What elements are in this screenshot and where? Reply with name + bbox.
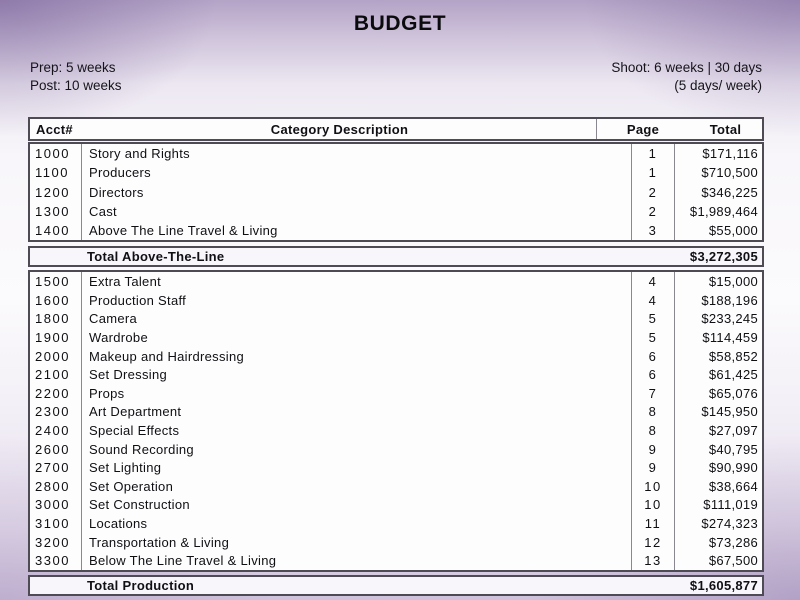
header-acct: Acct# (36, 121, 73, 137)
total-cell: $114,459 (702, 330, 758, 346)
total-cell: $67,500 (708, 553, 758, 569)
total-cell: $58,852 (708, 348, 758, 364)
total-above-the-line-row (28, 246, 764, 267)
acct-cell: 3300 (30, 551, 82, 570)
description-cell: Wardrobe (89, 330, 148, 346)
description-cell: Props (89, 385, 125, 401)
total-cell: $145,950 (701, 404, 758, 420)
total-cell: $171,116 (702, 146, 758, 162)
page-cell: 9 (631, 458, 675, 477)
page-cell: 9 (631, 440, 675, 459)
acct-cell: 2000 (30, 347, 82, 366)
description-cell: Above The Line Travel & Living (89, 223, 278, 239)
schedule-left (30, 59, 122, 94)
total-cell: $55,000 (708, 223, 758, 239)
total-above-the-line-value: $3,272,305 (689, 249, 758, 265)
table-row (30, 310, 762, 329)
acct-cell: 1800 (30, 310, 82, 329)
acct-cell: 1500 (30, 272, 82, 291)
acct-cell: 2300 (30, 403, 82, 422)
description-cell: Producers (89, 165, 151, 181)
shoot-weeks: Shoot: 6 weeks | 30 days (611, 60, 762, 75)
page-cell: 6 (631, 347, 675, 366)
total-production-label: Total Production (87, 577, 195, 593)
page-cell: 2 (631, 202, 675, 221)
page-cell: 11 (631, 514, 675, 533)
total-cell: $710,500 (701, 165, 758, 181)
schedule-info (30, 59, 762, 94)
total-cell: $90,990 (708, 460, 758, 476)
table-row (30, 202, 762, 221)
page-cell: 8 (631, 421, 675, 440)
budget-table (28, 117, 764, 596)
description-cell: Special Effects (89, 423, 180, 439)
table-row (30, 477, 762, 496)
table-row (30, 403, 762, 422)
table-row (30, 551, 762, 570)
description-cell: Locations (89, 516, 148, 531)
page-cell: 6 (631, 365, 675, 384)
table-row (30, 458, 762, 477)
acct-cell: 3200 (30, 533, 82, 552)
total-production-value: $1,605,877 (689, 577, 758, 593)
production-section (28, 270, 764, 572)
description-cell: Story and Rights (89, 146, 190, 162)
description-cell: Camera (89, 311, 138, 327)
acct-cell: 2700 (30, 458, 82, 477)
post-weeks: Post: 10 weeks (30, 77, 122, 93)
page-cell: 12 (631, 533, 675, 552)
page-cell: 10 (631, 496, 675, 515)
acct-cell: 2800 (30, 477, 82, 496)
description-cell: Production Staff (89, 292, 187, 308)
table-row (30, 328, 762, 347)
table-row (30, 365, 762, 384)
description-cell: Art Department (89, 404, 182, 420)
acct-cell: 1900 (30, 328, 82, 347)
acct-cell: 1300 (30, 202, 82, 221)
table-row (30, 384, 762, 403)
total-cell: $40,795 (708, 441, 758, 457)
table-row (30, 221, 762, 240)
total-cell: $65,076 (708, 385, 758, 401)
total-cell: $188,196 (701, 292, 758, 308)
table-row (30, 291, 762, 310)
description-cell: Directors (89, 184, 144, 200)
page-title: BUDGET (353, 12, 447, 35)
page-cell: 7 (631, 384, 675, 403)
table-row (30, 183, 762, 202)
header-category-description: Category Description (270, 121, 409, 137)
table-row (30, 440, 762, 459)
above-the-line-section (28, 142, 764, 242)
total-cell: $38,664 (708, 478, 758, 494)
total-cell: $27,097 (708, 423, 758, 439)
page-cell: 4 (631, 291, 675, 310)
acct-cell: 2100 (30, 365, 82, 384)
total-above-the-line-label: Total Above-The-Line (87, 249, 225, 265)
table-row (30, 144, 762, 163)
table-header-row (28, 117, 764, 141)
acct-cell: 1400 (30, 221, 82, 240)
total-cell: $233,245 (701, 311, 758, 327)
shoot-days-per-week: (5 days/ week) (674, 77, 762, 93)
description-cell: Sound Recording (89, 441, 194, 457)
total-cell: $274,323 (701, 516, 758, 531)
page-cell: 4 (631, 272, 675, 291)
description-cell: Transportation & Living (89, 534, 230, 550)
acct-cell: 1100 (30, 163, 82, 182)
page-cell: 2 (631, 183, 675, 202)
page-cell: 10 (631, 477, 675, 496)
acct-cell: 2600 (30, 440, 82, 459)
description-cell: Makeup and Hairdressing (89, 348, 245, 364)
total-cell: $15,000 (708, 274, 758, 290)
table-row (30, 514, 762, 533)
page-cell: 13 (631, 551, 675, 570)
table-row (30, 496, 762, 515)
table-row (30, 421, 762, 440)
acct-cell: 3000 (30, 496, 82, 515)
schedule-right (611, 59, 762, 94)
total-cell: $61,425 (708, 367, 758, 383)
table-row (30, 163, 762, 182)
header-total: Total (709, 121, 742, 137)
header-page: Page (626, 121, 660, 137)
acct-cell: 1200 (30, 183, 82, 202)
description-cell: Below The Line Travel & Living (89, 553, 277, 569)
page-cell: 3 (631, 221, 675, 240)
description-cell: Extra Talent (89, 274, 162, 290)
header-page-total-group (596, 119, 762, 139)
table-row (30, 533, 762, 552)
total-cell: $73,286 (708, 534, 758, 550)
total-cell: $111,019 (703, 497, 758, 513)
page-cell: 1 (631, 163, 675, 182)
description-cell: Set Dressing (89, 367, 168, 383)
page-cell: 5 (631, 310, 675, 329)
page-cell: 5 (631, 328, 675, 347)
page-cell: 1 (631, 144, 675, 163)
description-cell: Set Lighting (89, 460, 162, 476)
total-production-row (28, 575, 764, 596)
total-cell: $346,225 (701, 184, 758, 200)
page-cell: 8 (631, 403, 675, 422)
table-row (30, 347, 762, 366)
description-cell: Cast (89, 204, 117, 220)
acct-cell: 1000 (30, 144, 82, 163)
prep-weeks: Prep: 5 weeks (30, 60, 116, 75)
table-row (30, 272, 762, 291)
acct-cell: 2400 (30, 421, 82, 440)
description-cell: Set Operation (89, 478, 174, 494)
acct-cell: 2200 (30, 384, 82, 403)
acct-cell: 1600 (30, 291, 82, 310)
description-cell: Set Construction (89, 497, 190, 513)
acct-cell: 3100 (30, 514, 82, 533)
total-cell: $1,989,464 (689, 204, 758, 220)
